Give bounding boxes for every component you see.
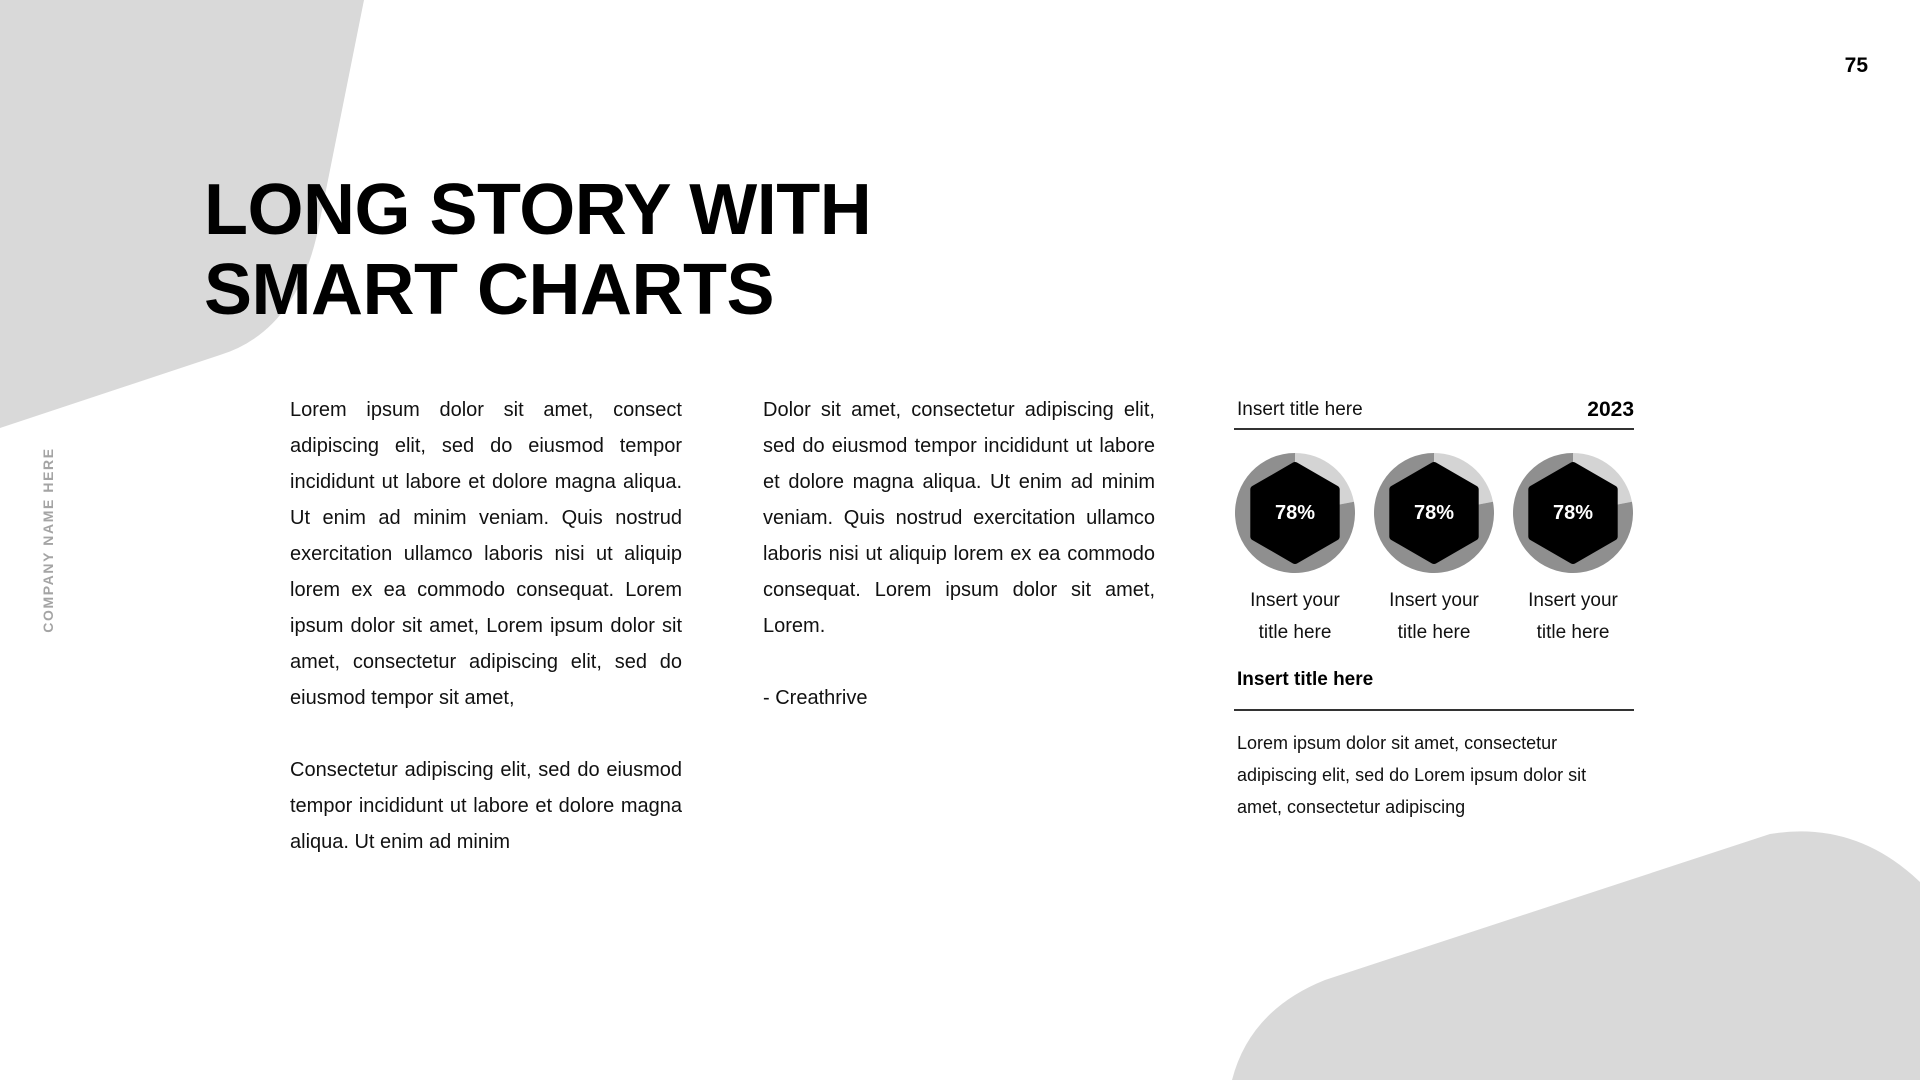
bottom-right-shape <box>1232 831 1920 1080</box>
title-line-1: LONG STORY WITH <box>204 170 872 250</box>
donut-item <box>1512 452 1634 649</box>
donut-item <box>1373 452 1495 649</box>
text-column-middle <box>763 392 1155 716</box>
attribution: - Creathrive <box>763 687 868 709</box>
panel-year: 2023 <box>1587 398 1634 421</box>
left-paragraph-1: Lorem ipsum dolor sit amet, consect adipiscing elit, sed do eiusmod tempor incididunt ut labore et dolore magna aliqua. Ut enim ad minim veniam. Quis nostrud exercitation ullamco laboris nisi ut aliquip lorem ex ea commodo consequat. Lorem ipsum dolor sit amet, Lorem ipsum dolor sit amet, consectetur adipiscing elit, sed do eiusmod tempor sit amet, <box>290 399 682 709</box>
page-number: 75 <box>1844 54 1868 77</box>
donut-caption <box>1373 585 1495 649</box>
panel-header-title: Insert title here <box>1237 399 1363 420</box>
donut-caption-line-1: Insert your <box>1389 590 1479 611</box>
text-column-left <box>290 392 682 860</box>
donut-chart <box>1373 452 1495 574</box>
middle-paragraph-1: Dolor sit amet, consectetur adipiscing elit, sed do eiusmod tempor incididunt ut labore et dolore magna aliqua. Ut enim ad minim veniam. Quis nostrud exercitation ullamco laboris nisi ut aliquip lorem ex ea commodo consequat. Lorem ipsum dolor sit amet, Lorem. <box>763 399 1155 637</box>
panel-subtitle: Insert title here <box>1234 669 1634 711</box>
company-name: COMPANY NAME HERE <box>40 447 56 633</box>
donut-chart <box>1234 452 1356 574</box>
donut-value-label: 78% <box>1552 501 1594 524</box>
donut-caption <box>1234 585 1356 649</box>
donut-caption-line-1: Insert your <box>1250 590 1340 611</box>
panel-header <box>1234 392 1634 430</box>
donut-caption-line-2: title here <box>1536 622 1610 643</box>
donut-value-label: 78% <box>1274 501 1316 524</box>
donut-caption-line-2: title here <box>1397 622 1471 643</box>
donut-caption <box>1512 585 1634 649</box>
donut-value-label: 78% <box>1413 501 1455 524</box>
title-line-2: SMART CHARTS <box>204 250 774 330</box>
page-title <box>204 170 871 330</box>
donut-caption-line-2: title here <box>1258 622 1332 643</box>
donut-item <box>1234 452 1356 649</box>
donut-chart <box>1512 452 1634 574</box>
panel-body-text: Lorem ipsum dolor sit amet, consectetur adipiscing elit, sed do Lorem ipsum dolor sit amet, consectetur adipiscing <box>1237 733 1587 817</box>
left-paragraph-2: Consectetur adipiscing elit, sed do eiusmod tempor incididunt ut labore et dolore magna aliqua. Ut enim ad minim <box>290 759 682 853</box>
donut-chart-row <box>1234 452 1634 649</box>
donut-caption-line-1: Insert your <box>1528 590 1618 611</box>
stats-panel <box>1234 392 1634 823</box>
